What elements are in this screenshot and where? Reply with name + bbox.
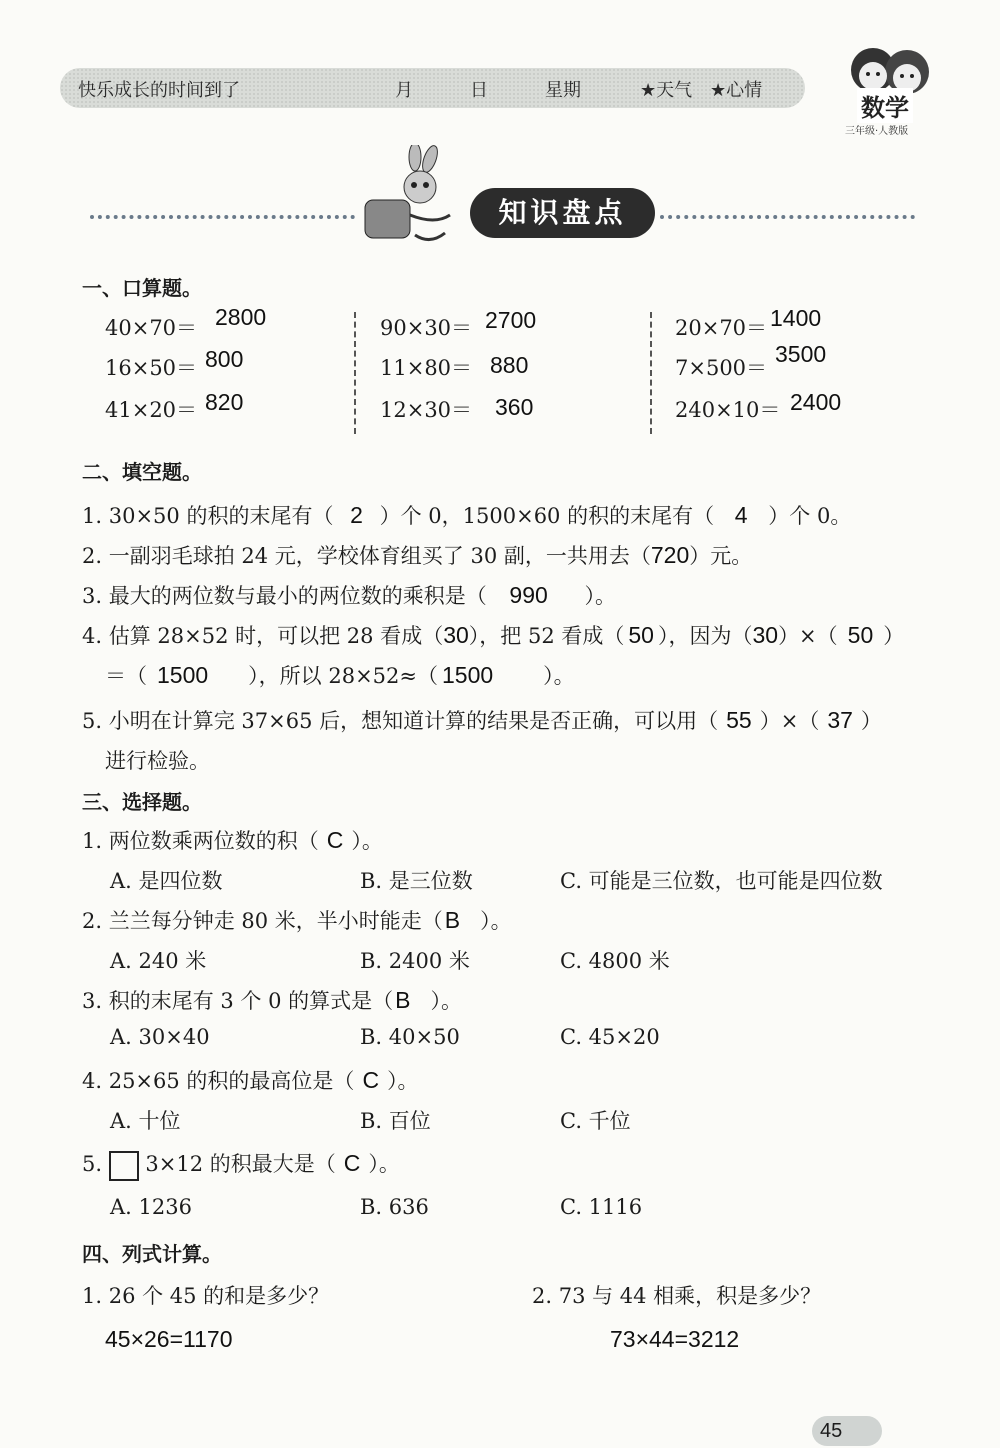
- s3-q4-opt-b: B. 百位: [360, 1109, 431, 1133]
- subject-logo: [835, 40, 945, 140]
- s1-a5: 880: [490, 352, 529, 378]
- s1-a1: 2800: [215, 304, 267, 330]
- s1-q9: 240×10＝: [675, 398, 781, 422]
- s3-q5-stem: 5. 3×12 的积最大是（ C ）。: [82, 1148, 400, 1181]
- s2-q4-line2: ＝（ 1500 ），所以 28×52≈（ 1500 ）。: [105, 662, 575, 688]
- s2-q2-a1: 720: [650, 542, 690, 568]
- s2-title: 二、填空题。: [82, 460, 202, 484]
- s1-q1: 40×70＝: [105, 316, 198, 340]
- s4-title: 四、列式计算。: [82, 1242, 222, 1266]
- s3-q4-stem: 4. 25×65 的积的最高位是（ C ）。: [82, 1067, 419, 1093]
- header-month: 月: [395, 80, 413, 101]
- s1-q5: 11×80＝: [380, 356, 473, 380]
- header-slogan: 快乐成长的时间到了: [78, 80, 240, 101]
- s2-q1-a2: 4: [734, 502, 748, 528]
- s2-q4-a5: 1500: [157, 662, 209, 688]
- s1-q4: 90×30＝: [380, 316, 473, 340]
- s1-q7: 20×70＝: [675, 316, 768, 340]
- s3-q2-opt-b: B. 2400 米: [360, 949, 470, 973]
- rabbit-icon: [355, 145, 465, 250]
- s1-a3: 820: [205, 389, 244, 415]
- header-weather: ★天气: [640, 80, 693, 101]
- s2-q4-a3: 30: [752, 622, 779, 648]
- rabbit-mascot: [355, 145, 465, 250]
- s1-q3: 41×20＝: [105, 398, 198, 422]
- s2-q1-a1: 2: [350, 502, 363, 528]
- s2-q5-a1: 55: [726, 707, 752, 733]
- s1-a2: 800: [205, 346, 244, 372]
- s3-q2-opt-a: A. 240 米: [110, 949, 207, 973]
- s3-q4-opt-a: A. 十位: [110, 1109, 181, 1133]
- blank-box: [109, 1151, 139, 1181]
- s2-q1: 1. 30×50 的积的末尾有（ 2 ）个 0，1500×60 的积的末尾有（ 4 ）个 0。: [82, 502, 852, 528]
- divider-right: [660, 215, 915, 219]
- s4-q1: 1. 26 个 45 的和是多少？: [82, 1284, 330, 1308]
- s1-q2: 16×50＝: [105, 356, 198, 380]
- s1-title: 一、口算题。: [82, 276, 202, 300]
- s3-q1-opt-b: B. 是三位数: [360, 869, 473, 893]
- s2-q4-a6: 1500: [441, 662, 494, 688]
- s2-q4-a4: 50: [847, 622, 874, 648]
- s2-q2: 2. 一副羽毛球拍 24 元，学校体育组买了 30 副，一共用去（720）元。: [82, 542, 753, 568]
- s2-q5-a2: 37: [827, 707, 853, 733]
- s3-q5-ans: C: [343, 1150, 361, 1176]
- s2-q3-a1: 990: [509, 582, 548, 608]
- s3-q4-ans: C: [362, 1067, 380, 1093]
- s2-q4-a1: 30: [443, 622, 469, 648]
- s3-q3-opt-c: C. 45×20: [560, 1025, 660, 1049]
- s4-a1: 45×26=1170: [105, 1326, 233, 1352]
- s3-q2-stem: 2. 兰兰每分钟走 80 米，半小时能走（B ）。: [82, 907, 512, 933]
- s3-q1-ans: C: [326, 827, 344, 853]
- subject-label: 数学: [857, 88, 913, 123]
- s1-q6: 12×30＝: [380, 398, 473, 422]
- s3-q1-opt-c: C. 可能是三位数，也可能是四位数: [560, 869, 883, 893]
- s4-q2: 2. 73 与 44 相乘，积是多少？: [532, 1284, 822, 1308]
- s1-a7: 1400: [770, 305, 822, 331]
- s2-q5-line2: 进行检验。: [105, 749, 210, 773]
- s3-q5-opt-c: C. 1116: [560, 1195, 643, 1219]
- s2-q4-line1: 4. 估算 28×52 时，可以把 28 看成（30），把 52 看成（ 50 ），因为（30）×（ 50 ）: [82, 622, 905, 648]
- s2-q5-line1: 5. 小明在计算完 37×65 后，想知道计算的结果是否正确，可以用（ 55 ）×（ 37 ）: [82, 707, 882, 733]
- s2-q4-a2: 50: [628, 622, 654, 648]
- s3-q2-ans: B: [444, 907, 461, 933]
- header-week: 星期: [545, 80, 581, 101]
- s3-q2-opt-c: C. 4800 米: [560, 949, 670, 973]
- section-title: 知识盘点: [470, 188, 655, 238]
- header-banner: [60, 68, 805, 108]
- s3-q5-opt-a: A. 1236: [110, 1195, 192, 1219]
- s3-q1-stem: 1. 两位数乘两位数的积（ C ）。: [82, 827, 383, 853]
- divider-left: [90, 215, 355, 219]
- s3-q5-opt-b: B. 636: [360, 1195, 429, 1219]
- s3-q3-ans: B: [395, 987, 411, 1013]
- header-day: 日: [470, 80, 488, 101]
- s3-q3-opt-a: A. 30×40: [110, 1025, 210, 1049]
- s4-a2: 73×44=3212: [610, 1326, 740, 1352]
- s3-q3-opt-b: B. 40×50: [360, 1025, 460, 1049]
- header-mood: ★心情: [710, 80, 763, 101]
- s1-separator-2: [650, 312, 652, 434]
- s1-a9: 2400: [790, 389, 842, 415]
- s1-a8: 3500: [775, 341, 827, 367]
- s1-q8: 7×500＝: [675, 356, 768, 380]
- s3-q1-opt-a: A. 是四位数: [110, 869, 223, 893]
- s1-separator-1: [354, 312, 356, 434]
- s3-q4-opt-c: C. 千位: [560, 1109, 631, 1133]
- s1-a6: 360: [495, 394, 534, 420]
- s3-q3-stem: 3. 积的末尾有 3 个 0 的算式是（B ）。: [82, 987, 462, 1013]
- s2-q3: 3. 最大的两位数与最小的两位数的乘积是（ 990 ）。: [82, 582, 616, 608]
- grade-label: 三年级·人教版: [845, 126, 909, 137]
- s1-a4: 2700: [485, 307, 537, 333]
- page-number: 45: [812, 1416, 882, 1446]
- s3-title: 三、选择题。: [82, 790, 202, 814]
